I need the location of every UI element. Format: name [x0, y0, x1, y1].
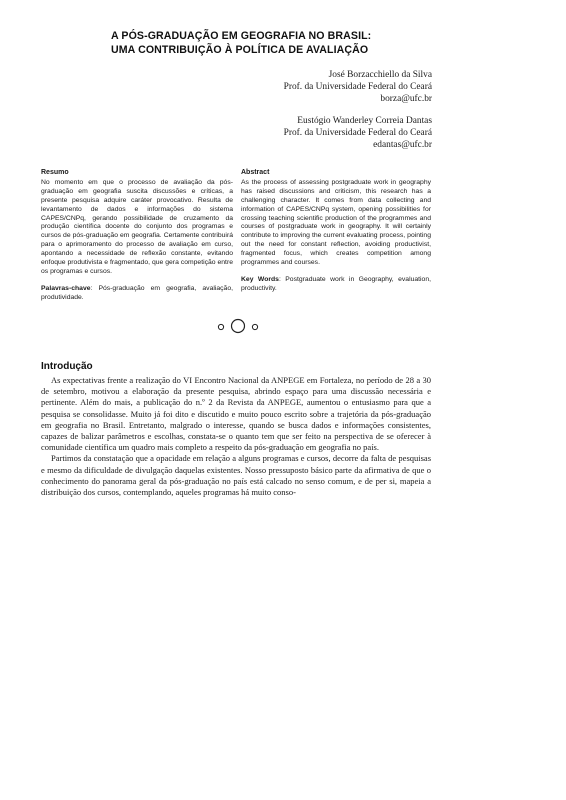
keywords-text: : Postgraduate work in Geography, evaluation, productivity.	[241, 275, 431, 292]
author-name: José Borzacchiello da Silva	[328, 70, 432, 80]
abstract-text: As the process of assessing postgraduate work in geography has raised discussions and criticism, this research has a challenging character. It comes from data collecting and information of CAPES/CNPq system, opening possibilities for crossing teaching scientific production of the programmes and courses of postgraduate work in geography. It will certainly contribute to improving the current evaluating process, pointing out the need for constant reflection, avoiding productivist, fragmented focus, which creates competition among programmes and courses.	[241, 178, 431, 267]
author-block	[172, 69, 432, 160]
title-line-1: A PÓS-GRADUAÇÃO EM GEOGRAFIA NO BRASIL:	[111, 30, 372, 42]
resumo-keywords	[41, 285, 233, 303]
resumo-heading: Resumo	[41, 169, 69, 176]
author-email[interactable]: borza@ufc.br	[380, 94, 432, 105]
abstract-heading: Abstract	[241, 169, 270, 176]
introduction-heading: Introdução	[41, 361, 93, 372]
small-circle-right	[252, 324, 257, 329]
title-line-2: UMA CONTRIBUIÇÃO À POLÍTICA DE AVALIAÇÃO	[111, 43, 369, 56]
keywords-text: : Pós-graduação em geografia, avaliação, produtividade.	[41, 284, 233, 301]
resumo-text: No momento em que o processo de avaliação da pós-graduação em geografia suscita discussões e críticas, a presente pesquisa adquire caráter provocativo. Resulta de levantamento de dados e informações do sistema CAPES/CNPq, gerando possibilidade de cruzamento da produção científica docente do conjunto dos programas e cursos de pós-graduação em geografia. Certamente contribuirá para o aprimoramento do processo de avaliação em curso, apontando a necessidade de reflexão constante, evitando enfoque produtivista e fragmentado, que gera competição entre os programas e cursos.	[41, 178, 233, 275]
small-circle-left	[218, 324, 223, 329]
article-title	[111, 30, 511, 57]
author-email[interactable]: edantas@ufc.br	[373, 140, 432, 151]
author-1	[172, 69, 432, 106]
abstract-keywords	[241, 276, 431, 294]
author-affiliation: Prof. da Universidade Federal do Ceará	[283, 82, 432, 93]
introduction-paragraph: As expectativas frente a realização do VI Encontro Nacional da ANPEGE em Fortaleza, no período de 28 a 30 de setembro, motivou a elaboração da presente pesquisa, abrindo espaço para uma discussão necessária e pertinente. Além do mais, a publicação do n.º 2 da Revista da ANPEGE, aumentou o entusiasmo para que a pesquisa se consolidasse. Muito já foi dito e discutido e muito pouco escrito sobre a trajetória da pós-graduação em geografia no Brasil. Entretanto, malgrado o interesse, quando se busca dados e informações consistentes, capazes de balizar parâmetros e escolhas, constata-se o quanto tem que ser feito na perspectiva de se oferecer à comunidade científica um quadro mais completo a respeito da pós-graduação em geografia no país.	[41, 375, 431, 453]
abstract-column	[241, 169, 431, 294]
section-divider-ornament	[215, 317, 261, 337]
introduction-body	[41, 375, 431, 498]
author-2	[172, 115, 432, 152]
keywords-label: Palavras-chave	[41, 284, 91, 292]
introduction-paragraph: Partimos da constatação que a opacidade em relação a alguns programas e cursos, decorre da falta de pesquisas e mesmo da dificuldade de divulgação daquelas existentes. Nosso pressuposto básico parte da afirmativa de que o conhecimento do panorama geral da pós-graduação no país está calcado no senso comum, e de per si, mapeia a distribuição dos cursos, contemplando, aqueles programas há muito conso-	[41, 453, 431, 498]
resumo-column	[41, 169, 233, 303]
author-affiliation: Prof. da Universidade Federal do Ceará	[283, 127, 432, 138]
keywords-label: Key Words	[241, 275, 279, 283]
large-circle-center	[232, 320, 245, 333]
author-name: Eustógio Wanderley Correia Dantas	[297, 115, 432, 126]
